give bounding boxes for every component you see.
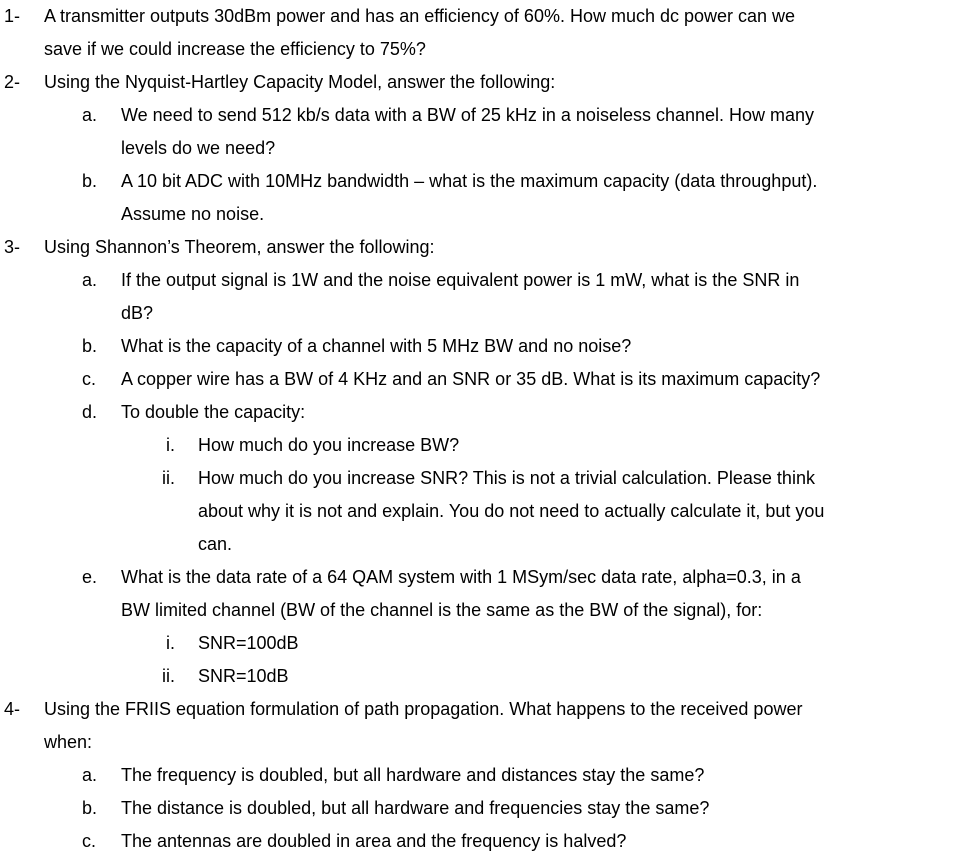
question-4-line-2: when:	[44, 732, 93, 752]
question-3e-line-1: What is the data rate of a 64 QAM system with 1 MSym/sec data rate, alpha=0.3, in a	[121, 567, 801, 587]
question-3a-label: a.	[82, 270, 98, 290]
question-2-number: 2-	[4, 72, 21, 92]
question-1-line-1: A transmitter outputs 30dBm power and has an efficiency of 60%. How much dc power can we	[44, 6, 796, 26]
question-2a-label: a.	[82, 105, 98, 125]
question-3d-line-1: To double the capacity:	[121, 402, 306, 422]
question-4c-line-1: The antennas are doubled in area and the frequency is halved?	[121, 831, 627, 851]
question-3e-i-line-1: SNR=100dB	[198, 633, 299, 653]
question-4a-line-1: The frequency is doubled, but all hardware and distances stay the same?	[121, 765, 705, 785]
question-3c-line-1: A copper wire has a BW of 4 KHz and an SNR or 35 dB. What is its maximum capacity?	[121, 369, 821, 389]
question-3e-line-2: BW limited channel (BW of the channel is the same as the BW of the signal), for:	[121, 600, 763, 620]
question-2b-line-1: A 10 bit ADC with 10MHz bandwidth – what is the maximum capacity (data throughput).	[121, 171, 818, 191]
question-3d-label: d.	[82, 402, 98, 422]
question-3e-i-label: i.	[166, 633, 175, 653]
question-2b-line-2: Assume no noise.	[121, 204, 265, 224]
question-3e-label: e.	[82, 567, 98, 587]
question-3-line-1: Using Shannon’s Theorem, answer the following:	[44, 237, 435, 257]
question-3b-label: b.	[82, 336, 98, 356]
question-2-line-1: Using the Nyquist-Hartley Capacity Model, answer the following:	[44, 72, 556, 92]
question-3d-ii-line-2: about why it is not and explain. You do not need to actually calculate it, but you	[198, 501, 825, 521]
question-3d-i-line-1: How much do you increase BW?	[198, 435, 460, 455]
question-4b-line-1: The distance is doubled, but all hardware and frequencies stay the same?	[121, 798, 710, 818]
question-3e-ii-label: ii.	[162, 666, 175, 686]
question-4c-label: c.	[82, 831, 97, 851]
question-4b-label: b.	[82, 798, 98, 818]
question-4a-label: a.	[82, 765, 98, 785]
question-2b-label: b.	[82, 171, 98, 191]
question-3d-ii-line-3: can.	[198, 534, 233, 554]
question-1-number: 1-	[4, 6, 21, 26]
question-1-line-2: save if we could increase the efficiency to 75%?	[44, 39, 426, 59]
question-3a-line-1: If the output signal is 1W and the noise equivalent power is 1 mW, what is the SNR in	[121, 270, 800, 290]
question-3d-ii-label: ii.	[162, 468, 175, 488]
question-4-line-1: Using the FRIIS equation formulation of path propagation. What happens to the received power	[44, 699, 803, 719]
question-3c-label: c.	[82, 369, 97, 389]
question-3-number: 3-	[4, 237, 21, 257]
question-3d-ii-line-1: How much do you increase SNR? This is not a trivial calculation. Please think	[198, 468, 815, 488]
question-3a-line-2: dB?	[121, 303, 154, 323]
question-3d-i-label: i.	[166, 435, 175, 455]
question-2a-line-1: We need to send 512 kb/s data with a BW of 25 kHz in a noiseless channel. How many	[121, 105, 815, 125]
question-4-number: 4-	[4, 699, 21, 719]
question-3e-ii-line-1: SNR=10dB	[198, 666, 289, 686]
question-3b-line-1: What is the capacity of a channel with 5 MHz BW and no noise?	[121, 336, 632, 356]
question-2a-line-2: levels do we need?	[121, 138, 276, 158]
